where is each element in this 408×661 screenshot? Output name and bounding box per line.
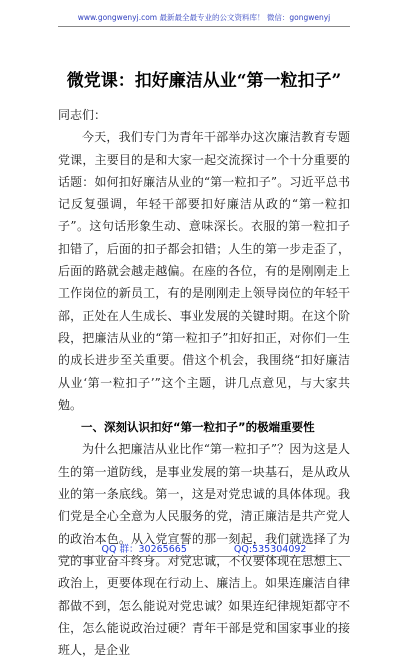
header-divider [58, 26, 350, 27]
section-heading: 一、深刻认识扣好“第一粒扣子”的极端重要性 [81, 420, 315, 435]
header-text: www.gongwenyj.com 最新最全最专业的公文资料库！ 微信：gongwenyj [77, 13, 331, 22]
document-body [58, 104, 350, 661]
footer-qq-group: QQ 群：30265665 [101, 544, 187, 555]
footer-divider [58, 556, 350, 557]
document-title: 微党课：扣好廉洁从业“第一粒扣子” [66, 71, 342, 91]
page-header [0, 12, 408, 23]
page-footer [0, 541, 408, 555]
section-paragraph: 为什么把廉洁从业比作“第一粒扣子”？因为这是人生的第一道防线，是事业发展的第一块基石，是从政从业的第一条底线。第一，这是对党忠诚的具体体现。我们党是全心全意为人民服务的党，清正廉洁是共产党人的政治本色。从入党宣誓的那一刻起，我们就选择了为党的事业奋斗终身。对党忠诚，不仅要体现在思想上、政治上，更要体现在行动上、廉洁上。如果连廉洁自律都做不到，怎么能说对党忠诚？如果连纪律规矩都守不住，怎么能说政治过硬？青年干部是党和国家事业的接班人，是企业 [58, 442, 350, 658]
intro-paragraph: 今天，我们专门为青年干部举办这次廉洁教育专题党课，主要目的是和大家一起交流探讨一个十分重要的话题：如何扣好廉洁从业的“第一粒扣子”。习近平总书记反复强调，年轻干部要扣好廉洁从政的“第一粒扣子”。这句话形象生动、意味深长。衣服的第一粒扣子扣错了，后面的扣子都会扣错；人生的第一步走歪了，后面的路就会越走越偏。在座的各位，有的是刚刚走上工作岗位的新员工，有的是刚刚走上领导岗位的年轻干部，正处在人生成长、事业发展的关键时期。在这个阶段，把廉洁从业的“第一粒扣子”扣好扣正，对你们一生的成长进步至关重要。借这个机会，我围绕“扣好廉洁从业‘第一粒扣子’”这个主题，讲几点意见，与大家共勉。 [58, 130, 350, 412]
footer-qq-contact: QQ:535304092 [233, 544, 307, 555]
salutation: 同志们： [58, 108, 107, 122]
